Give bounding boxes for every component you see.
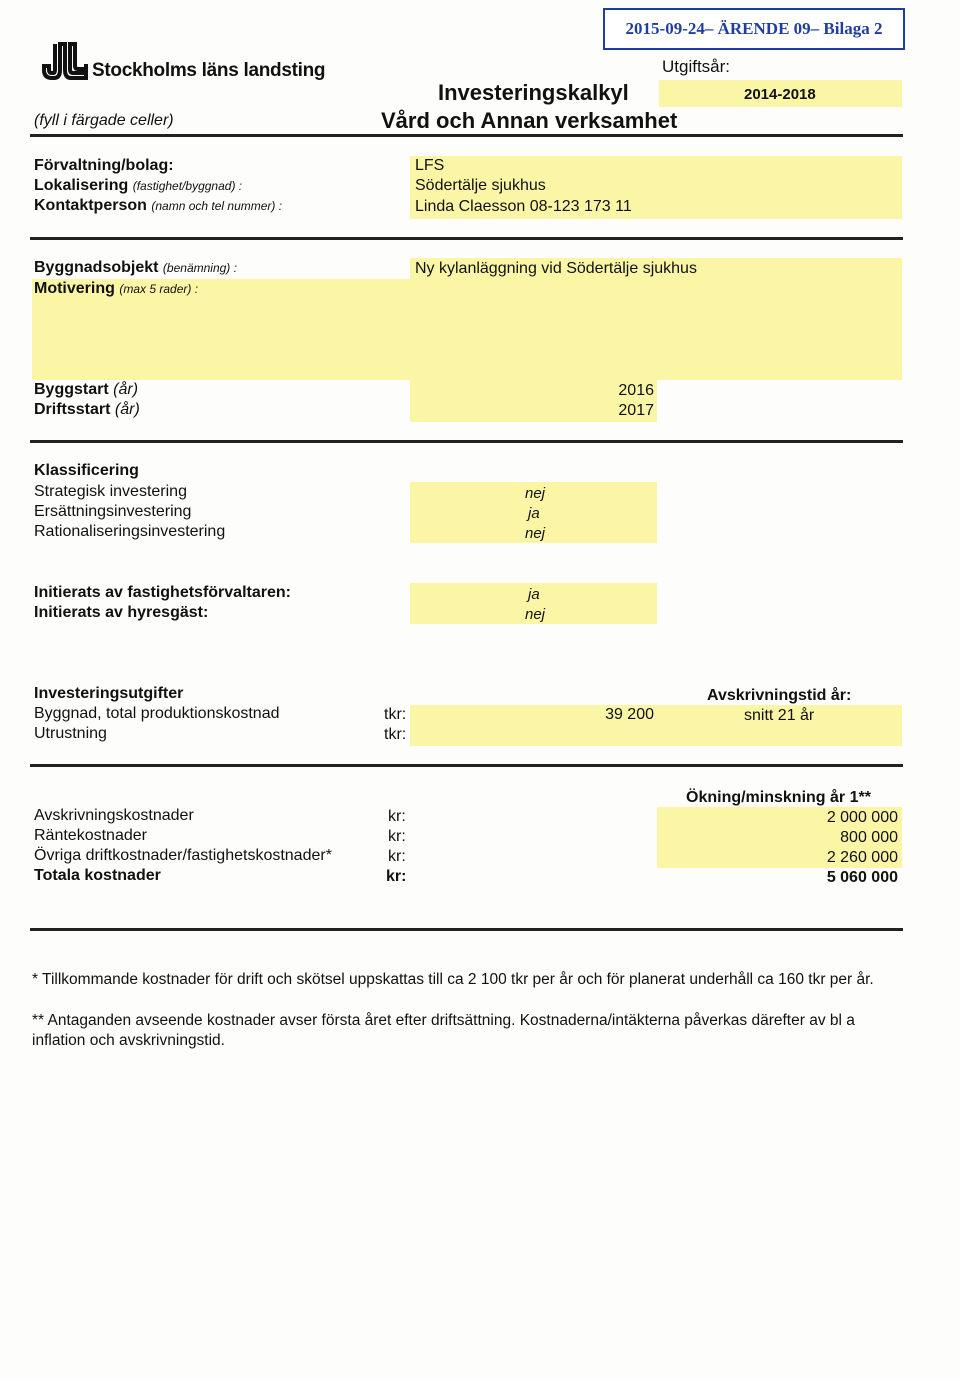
- fill-hint: (fyll i färgade celler): [34, 112, 174, 129]
- forvaltning-value: LFS: [415, 157, 445, 174]
- kontakt-value: Linda Claesson 08-123 173 11: [415, 198, 632, 215]
- motivering-label: [34, 280, 198, 298]
- form-title: Investeringskalkyl: [438, 80, 629, 105]
- klass-label-ersattning: Ersättningsinvestering: [34, 503, 192, 520]
- forvaltning-label: Förvaltning/bolag:: [34, 157, 174, 174]
- utrustning-unit: tkr:: [384, 726, 407, 743]
- motivering-hint: (max 5 rader) :: [119, 282, 199, 296]
- byggnadsobjekt-hint: (benämning) :: [162, 261, 237, 275]
- kostnader-heading: Ökning/minskning år 1**: [686, 789, 871, 806]
- lokalisering-label: [34, 177, 242, 195]
- byggnad-avskrivningstid: snitt 21 år: [744, 707, 815, 724]
- rantekostnader-unit: kr:: [388, 828, 406, 845]
- ovriga-kostnader-value: 2 260 000: [826, 849, 898, 866]
- form-subtitle: Vård och Annan verksamhet: [381, 108, 678, 133]
- avskrivningskostnader-unit: kr:: [388, 808, 406, 825]
- avskrivningstid-heading: Avskrivningstid år:: [707, 687, 852, 704]
- divider-2: [30, 237, 903, 240]
- byggstart-label: [34, 381, 138, 399]
- utgifter-cell[interactable]: [410, 705, 902, 746]
- totala-kostnader-label: Totala kostnader: [34, 867, 161, 884]
- divider-top: [30, 134, 903, 137]
- driftsstart-hint: (år): [114, 401, 140, 418]
- initierat-hyresgast-label: Initierats av hyresgäst:: [34, 604, 209, 621]
- initierat-forvaltare-value: ja: [528, 586, 540, 603]
- footnote-1: * Tillkommande kostnader för drift och skötsel uppskattas till ca 2 100 tkr per år och för planerat underhåll ca 160 tkr per år.: [32, 971, 874, 988]
- byggnadsobjekt-label: [34, 259, 237, 277]
- byggnad-kostnad-unit: tkr:: [384, 706, 407, 723]
- utgiftsar-label: Utgiftsår:: [662, 57, 731, 76]
- klass-value-rationalisering: nej: [525, 525, 546, 542]
- sll-logo-mark: [40, 42, 88, 80]
- driftsstart-label-text: Driftsstart: [34, 401, 111, 418]
- ovriga-kostnader-unit: kr:: [388, 848, 406, 865]
- rantekostnader-label: Räntekostnader: [34, 827, 147, 844]
- klass-label-strategisk: Strategisk investering: [34, 483, 187, 500]
- kontakt-label-text: Kontaktperson: [34, 197, 147, 214]
- utgiftsar-value: 2014-2018: [744, 86, 816, 103]
- divider-4: [30, 764, 903, 767]
- divider-5: [30, 928, 903, 931]
- byggstart-label-text: Byggstart: [34, 381, 109, 398]
- case-stamp: 2015-09-24– ÄRENDE 09– Bilaga 2: [603, 8, 905, 50]
- logo-text: Stockholms läns landsting: [92, 60, 326, 81]
- divider-3: [30, 440, 903, 443]
- kontakt-label: [34, 197, 282, 215]
- rantekostnader-value: 800 000: [840, 829, 898, 846]
- byggstart-hint: (år): [113, 381, 139, 398]
- footnote-2: ** Antaganden avseende kostnader avser första året efter driftsättning. Kostnaderna/intäkterna påverkas därefter av bl a inflation och avskrivningstid.: [32, 1012, 855, 1049]
- totala-kostnader-unit: kr:: [386, 868, 407, 885]
- byggnad-kostnad-label: Byggnad, total produktionskostnad: [34, 705, 280, 722]
- motivering-label-text: Motivering: [34, 280, 115, 297]
- initierat-hyresgast-value: nej: [525, 606, 546, 623]
- byggnadsobjekt-value: Ny kylanläggning vid Södertälje sjukhus: [415, 260, 697, 277]
- driftsstart-label: [34, 401, 140, 419]
- utrustning-label: Utrustning: [34, 725, 107, 742]
- utgiftsar-cell[interactable]: [659, 80, 902, 107]
- lokalisering-hint: (fastighet/byggnad) :: [132, 179, 243, 193]
- initierat-forvaltare-label: Initierats av fastighetsförvaltaren:: [34, 584, 291, 601]
- klass-heading: Klassificering: [34, 462, 139, 479]
- kontakt-hint: (namn och tel nummer) :: [151, 199, 283, 213]
- lokalisering-label-text: Lokalisering: [34, 177, 129, 194]
- lokalisering-value: Södertälje sjukhus: [415, 177, 546, 194]
- totala-kostnader-value: 5 060 000: [826, 869, 898, 886]
- avskrivningskostnader-label: Avskrivningskostnader: [34, 807, 194, 824]
- klass-value-strategisk: nej: [525, 485, 546, 502]
- byggnadsobjekt-label-text: Byggnadsobjekt: [34, 259, 159, 276]
- byggstart-value: 2016: [618, 382, 654, 399]
- klass-value-ersattning: ja: [528, 505, 540, 522]
- driftsstart-value: 2017: [618, 402, 654, 419]
- ovriga-kostnader-label: Övriga driftkostnader/fastighetskostnader*: [34, 847, 332, 864]
- klass-label-rationalisering: Rationaliseringsinvestering: [34, 523, 226, 540]
- byggnad-kostnad-value: 39 200: [605, 706, 654, 723]
- avskrivningskostnader-value: 2 000 000: [826, 809, 898, 826]
- utgifter-heading: Investeringsutgifter: [34, 685, 184, 702]
